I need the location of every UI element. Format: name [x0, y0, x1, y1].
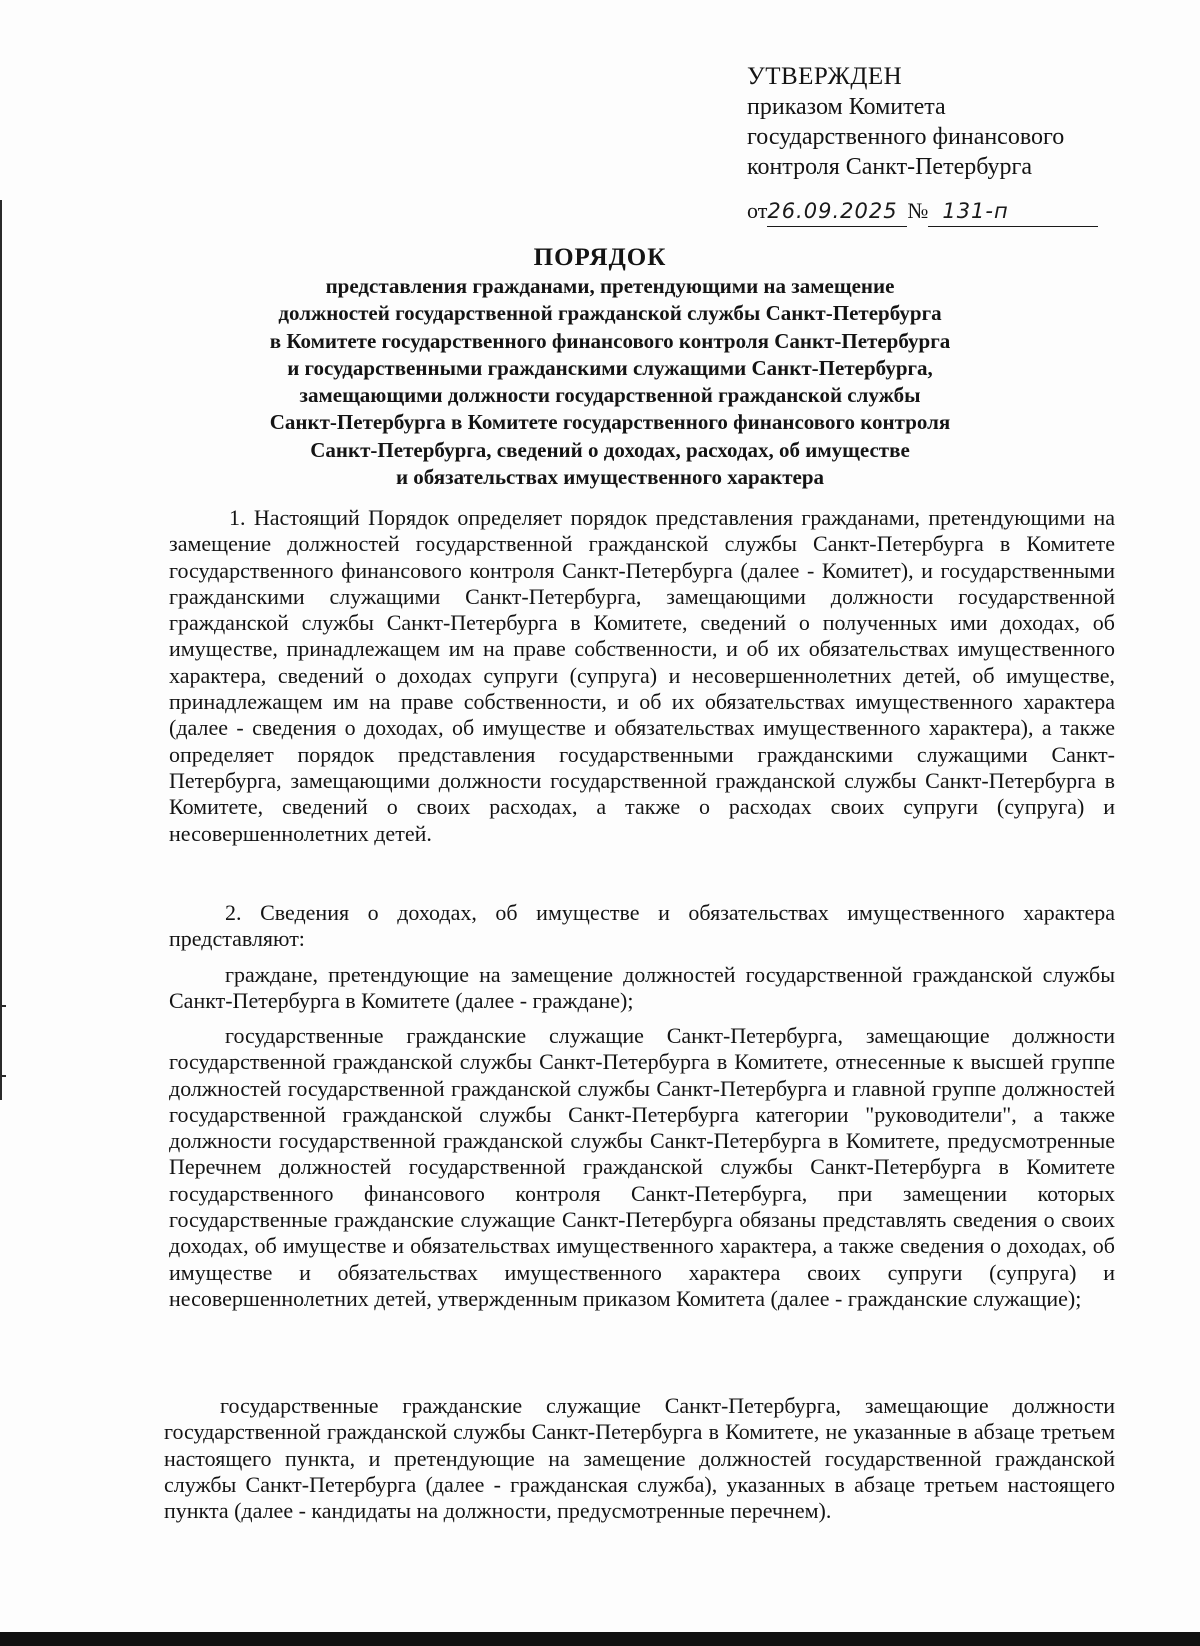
paragraph-civil-servants: государственные гражданские служащие Санкт-Петербурга, замещающие должности государственной гражданской службы Санкт-Петербурга в Комитете, отнесенные к высшей группе должностей государственной гражданской службы Санкт-Петербурга и главной группе должностей государственной гражданской службы Санкт-Петербурга категории "руководители", а также должности государственной гражданской службы Санкт-Петербурга в Комитете, предусмотренные Перечнем должностей государственной гражданской службы Санкт-Петербурга в Комитете государственного финансового контроля Санкт-Петербурга, при замещении которых государственные гражданские служащие Санкт-Петербурга обязаны представлять сведения о своих доходах, об имуществе и обязательствах имущественного характера, а также сведения о доходах, об имуществе и обязательствах имущественного характера своих супруги (супруга) и несовершеннолетних детей, утвержденным приказом Комитета (далее - гражданские служащие); [169, 1023, 1115, 1311]
approval-line: приказом Комитета [747, 94, 946, 120]
order-date: 26.09.2025 [767, 196, 907, 227]
approval-line: государственного финансового [747, 124, 1065, 150]
order-number: 131-п [928, 196, 1098, 227]
subtitle-line: замещающими должности государственной гражданской службы [299, 383, 921, 408]
scan-edge-mark [0, 1005, 6, 1007]
subtitle-line: Санкт-Петербурга в Комитете государственного финансового контроля [269, 410, 951, 435]
order-number-label: № [907, 198, 929, 223]
scan-edge-mark [0, 1075, 6, 1077]
order-reference [747, 196, 1097, 228]
scan-left-edge [0, 200, 2, 1100]
subtitle-line: должностей государственной гражданской службы Санкт-Петербурга [278, 301, 942, 326]
paragraph-citizens: граждане, претендующие на замещение должностей государственной гражданской службы Санкт-Петербурга в Комитете (далее - граждане); [169, 962, 1115, 1014]
document-subtitle [180, 273, 1040, 491]
scan-bottom-edge [0, 1632, 1200, 1646]
paragraph-1: 1. Настоящий Порядок определяет порядок представления гражданами, претендующими на замещение должностей государственной гражданской службы Санкт-Петербурга в Комитете государственного финансового контроля Санкт-Петербурга (далее - Комитет), и государственными гражданскими служащими Санкт-Петербурга, замещающими должности государственной гражданской службы Санкт-Петербурга в Комитете, сведений о полученных ими доходах, об имуществе, принадлежащем им на праве собственности, и об их обязательствах имущественного характера, сведений о доходах супруги (супруга) и несовершеннолетних детей, об имуществе, принадлежащем им на праве собственности, и об их обязательствах имущественного характера (далее - сведения о доходах, об имуществе и обязательствах имущественного характера), а также определяет порядок представления государственными гражданскими служащими Санкт-Петербурга, замещающими должности государственной гражданской службы Санкт-Петербурга в Комитете, сведений о своих расходах, а также о расходах своих супруги (супруга) и несовершеннолетних детей. [169, 505, 1115, 846]
approval-line: контроля Санкт-Петербурга [747, 154, 1033, 180]
approval-stamp [747, 62, 1167, 182]
subtitle-line: и государственными гражданскими служащими Санкт-Петербурга, [287, 355, 933, 380]
subtitle-line: в Комитете государственного финансового контроля Санкт-Петербурга [269, 328, 951, 353]
subtitle-line: Санкт-Петербурга, сведений о доходах, расходах, об имуществе [310, 437, 910, 462]
subtitle-line: и обязательствах имущественного характера [395, 465, 825, 490]
paragraph-2: 2. Сведения о доходах, об имуществе и обязательствах имущественного характера представляют: [169, 900, 1115, 952]
approval-title: УТВЕРЖДЕН [747, 63, 903, 90]
document-title: ПОРЯДОК [533, 244, 667, 271]
paragraph-candidates: государственные гражданские служащие Санкт-Петербурга, замещающие должности государственной гражданской службы Санкт-Петербурга в Комитете, не указанные в абзаце третьем настоящего пункта, и претендующие на замещение должностей государственной гражданской службы Санкт-Петербурга (далее - гражданская служба), указанных в абзаце третьем настоящего пункта (далее - кандидаты на должности, предусмотренные перечнем). [164, 1393, 1115, 1524]
subtitle-line: представления гражданами, претендующими на замещение [325, 274, 895, 298]
order-from-label: от [747, 198, 768, 223]
